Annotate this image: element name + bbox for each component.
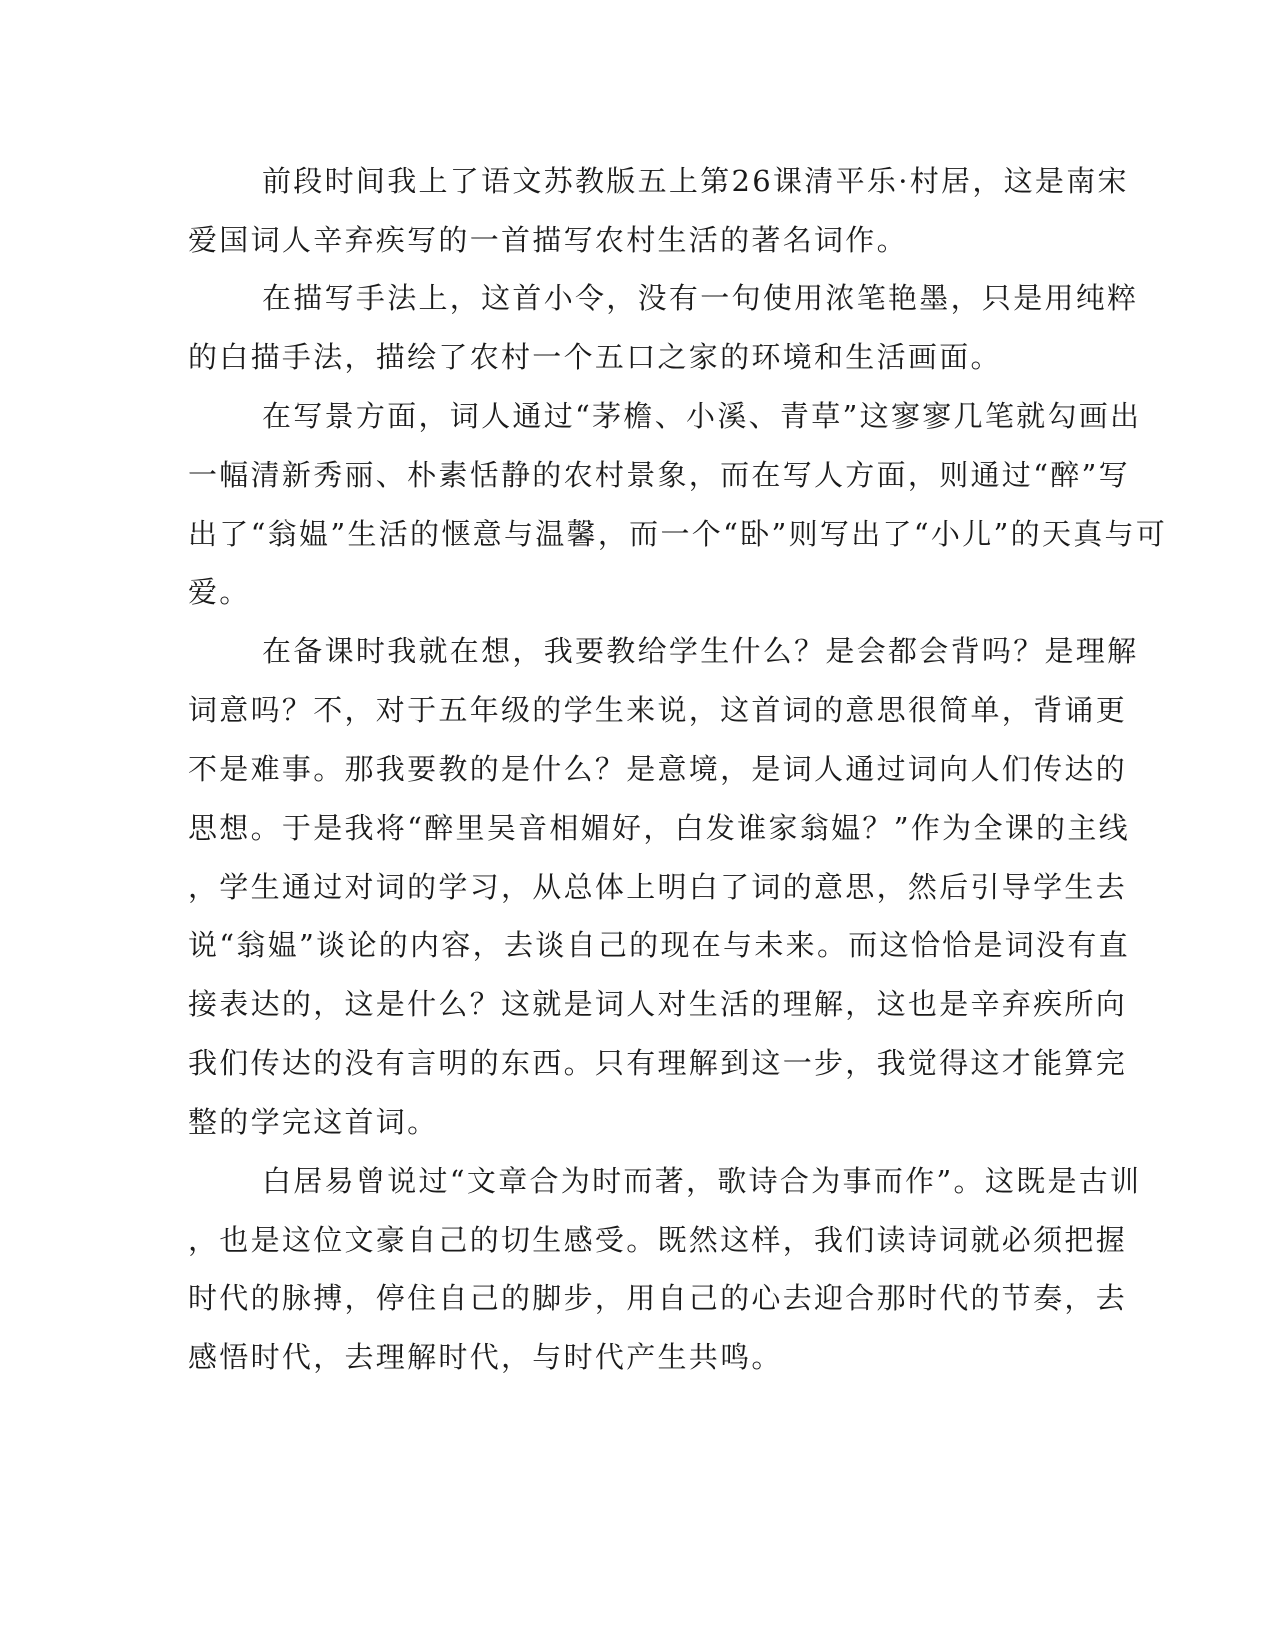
paragraph-3-line-3: 出了“翁媪”生活的惬意与温馨，而一个“卧”则写出了“小儿”的天真与可 (188, 517, 1168, 551)
paragraph-4-line-2: 词意吗？不，对于五年级的学生来说，这首词的意思很简单，背诵更 (188, 693, 1128, 727)
paragraph-4-line-9: 整的学完这首词。 (188, 1105, 439, 1139)
paragraph-4-line-7: 接表达的，这是什么？这就是词人对生活的理解，这也是辛弃疾所向 (188, 987, 1128, 1021)
paragraph-1-line-2: 爱国词人辛弃疾写的一首描写农村生活的著名词作。 (188, 223, 908, 257)
paragraph-4-line-3: 不是难事。那我要教的是什么？是意境，是词人通过词向人们传达的 (188, 752, 1128, 786)
paragraph-4-line-8: 我们传达的没有言明的东西。只有理解到这一步，我觉得这才能算完 (188, 1046, 1128, 1080)
paragraph-5-line-1: 白居易曾说过“文章合为时而著，歌诗合为事而作”。这既是古训 (262, 1164, 1142, 1198)
paragraph-5-line-3: 时代的脉搏，停住自己的脚步，用自己的心去迎合那时代的节奏，去 (188, 1281, 1128, 1315)
paragraph-4-line-1: 在备课时我就在想，我要教给学生什么？是会都会背吗？是理解 (262, 634, 1139, 668)
paragraph-2-line-1: 在描写手法上，这首小令，没有一句使用浓笔艳墨，只是用纯粹 (262, 281, 1139, 315)
paragraph-3-line-2: 一幅清新秀丽、朴素恬静的农村景象，而在写人方面，则通过“醉”写 (188, 458, 1130, 492)
paragraph-5-line-4: 感悟时代，去理解时代，与时代产生共鸣。 (188, 1340, 783, 1374)
paragraph-3-line-1: 在写景方面，词人通过“茅檐、小溪、青草”这寥寥几笔就勾画出 (262, 399, 1142, 433)
paragraph-4-line-5: ，学生通过对词的学习，从总体上明白了词的意思，然后引导学生去 (188, 870, 1128, 904)
paragraph-3-line-4: 爱。 (188, 575, 251, 609)
paragraph-5-line-2: ，也是这位文豪自己的切生感受。既然这样，我们读诗词就必须把握 (188, 1223, 1128, 1257)
paragraph-1-line-1: 前段时间我上了语文苏教版五上第26课清平乐·村居，这是南宋 (262, 164, 1129, 198)
paragraph-4-line-6: 说“翁媪”谈论的内容，去谈自己的现在与未来。而这恰恰是词没有直 (188, 928, 1130, 962)
paragraph-2-line-2: 的白描手法，描绘了农村一个五口之家的环境和生活画面。 (188, 340, 1002, 374)
paragraph-4-line-4: 思想。于是我将“醉里吴音相媚好，白发谁家翁媪？”作为全课的主线 (188, 811, 1130, 845)
